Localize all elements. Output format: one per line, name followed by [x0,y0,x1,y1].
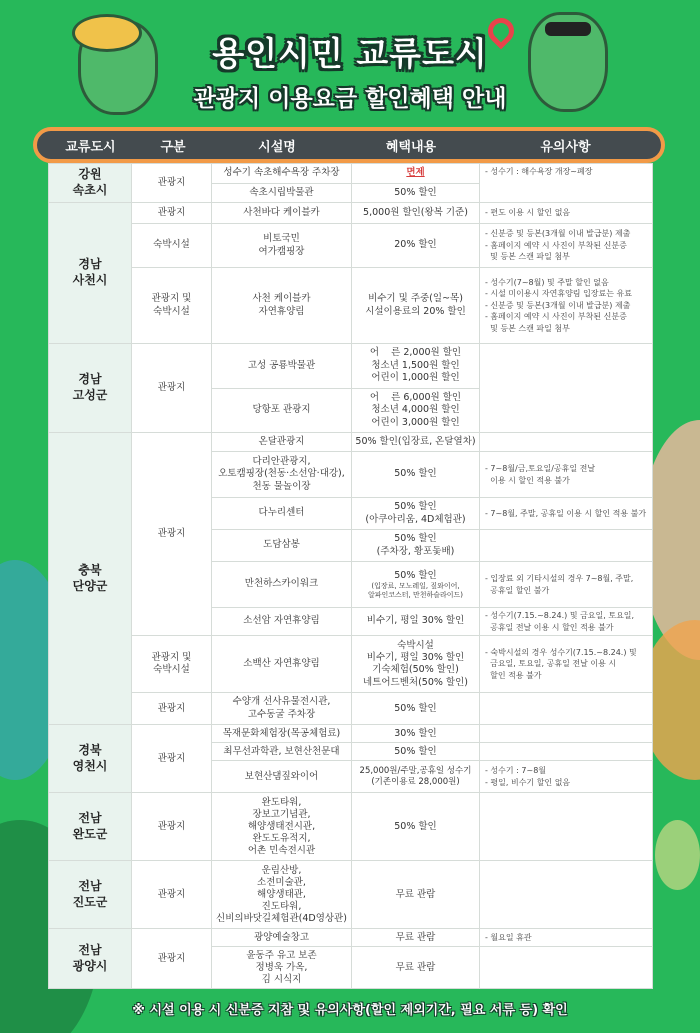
facility-cell: 윤동주 유고 보존 정병욱 가옥, 김 시식지 [212,947,352,989]
note-cell: - 7~8월/금,토요일/공휴일 전날 이용 시 할인 적용 불가 [480,452,653,498]
benefit-cell: 25,000원/주말,공휴일 성수기 (기존이용료 28,000원) [352,761,480,793]
table-row [49,164,653,184]
facility-cell: 성수기 속초해수욕장 주차장 [212,164,352,184]
note-cell: - 신분증 및 등본(3개월 이내 발급분) 제출 - 홈페이지 예약 시 사진이 부착된 신분증 및 등본 스캔 파일 첨부 [480,224,653,268]
facility-cell: 온달관광지 [212,433,352,452]
type-cell: 관광지 [132,793,212,861]
table-row [49,793,653,861]
benefit-cell: 어 른 6,000원 할인 청소년 4,000원 할인 어린이 3,000원 할인 [352,389,480,433]
facility-cell: 최무선과학관, 보현산천문대 [212,743,352,761]
table-row [49,693,653,725]
table-row [49,929,653,947]
facility-cell: 다리안관광지, 오토캠핑장(천동·소선암·대강), 천동 물놀이장 [212,452,352,498]
note-cell: - 숙박시설의 경우 성수기(7.15.~8.24.) 및 금요일, 토요일, 공휴일 전날 이용 시 할인 적용 불가 [480,636,653,693]
benefit-cell: 숙박시설 비수기, 평일 30% 할인 기숙체험(50% 할인) 네트어드벤처(50% 할인) [352,636,480,693]
facility-cell: 당항포 관광지 [212,389,352,433]
benefit-cell: 무료 관람 [352,947,480,989]
note-cell: - 7~8월, 주말, 공휴일 이용 시 할인 적용 불가 [480,498,653,530]
type-cell: 관광지 [132,861,212,929]
benefit-cell: 50% 할인 [352,452,480,498]
header-benefit: 혜택내용 [385,139,437,155]
benefit-cell: 50% 할인 [352,793,480,861]
benefit-cell: 50% 할인(입장료, 온달열차) [352,433,480,452]
benefit-cell: 50% 할인 (아쿠아리움, 4D체험관) [352,498,480,530]
table-row [49,268,653,344]
benefit-cell: 50% 할인 (주차장, 황포돛배) [352,530,480,562]
note-cell [480,693,653,725]
facility-cell: 도담삼봉 [212,530,352,562]
type-cell: 관광지 [132,725,212,793]
note-cell: - 성수기(7~8월) 및 주말 할인 없음 - 시설 미이용시 자연휴양림 입장료는 유료 - 신분증 및 등본(3개월 이내 발급분) 제출 - 홈페이지 예약 시 사진이 부착된 신분증 및 등본 스캔 파일 첨부 [480,268,653,344]
table-row [49,861,653,929]
page-title: 용인시민 교류도시 [212,34,488,73]
benefit-cell: 어 른 2,000원 할인 청소년 1,500원 할인 어린이 1,000원 할인 [352,344,480,389]
facility-cell: 완도타워, 장보고기념관, 해양생태전시관, 완도도유적지, 어촌 민속전시관 [212,793,352,861]
city-cell: 경남 고성군 [49,344,132,433]
type-cell: 관광지 및 숙박시설 [132,268,212,344]
table-row [49,344,653,389]
benefit-cell [352,562,480,608]
highlight-badge: 면제 [406,167,425,179]
city-cell: 경남 사천시 [49,203,132,344]
type-cell: 관광지 [132,929,212,989]
facility-cell: 고성 공룡박물관 [212,344,352,389]
benefit-cell: 5,000원 할인(왕복 기준) [352,203,480,224]
table-row [49,224,653,268]
note-cell [480,344,653,433]
benefit-detail: (입장료, 모노레일, 짚와이어, 알파인코스터, 만천하슬라이드) [367,582,464,599]
facility-cell: 운림산방, 소전미술관, 해양생태관, 진도타워, 신비의바닷길체험관(4D영상관) [212,861,352,929]
table-row [49,203,653,224]
note-cell [480,433,653,452]
note-cell: - 성수기 : 해수욕장 개장~폐장 [480,164,653,203]
note-cell: - 성수기(7.15.~8.24.) 및 금요일, 토요일, 공휴일 전날 이용 시 할인 적용 불가 [480,608,653,636]
benefit-cell: 50% 할인 [352,743,480,761]
type-cell: 숙박시설 [132,224,212,268]
facility-cell: 목재문화체험장(목공체험료) [212,725,352,743]
facility-cell: 사천바다 케이블카 [212,203,352,224]
benefit-cell: 비수기, 평일 30% 할인 [352,608,480,636]
type-cell: 관광지 [132,164,212,203]
benefit-cell: 50% 할인 [352,184,480,203]
page-subtitle: 관광지 이용요금 할인혜택 안내 [193,86,507,112]
note-cell: - 편도 이용 시 할인 없음 [480,203,653,224]
note-cell [480,725,653,743]
note-cell: - 입장료 외 기타시설의 경우 7~8월, 주말, 공휴일 할인 불가 [480,562,653,608]
bg-tree-right [655,820,700,890]
city-cell: 전남 광양시 [49,929,132,989]
benefit-cell [352,164,480,184]
note-cell [480,793,653,861]
note-cell [480,743,653,761]
facility-cell: 비토국민 여가캠핑장 [212,224,352,268]
facility-cell: 속초시립박물관 [212,184,352,203]
header-notes: 유의사항 [540,139,591,155]
facility-cell: 보현산댐짚와이어 [212,761,352,793]
header-type: 구분 [160,139,186,155]
type-cell: 관광지 [132,433,212,636]
table-row [49,433,653,452]
facility-cell: 광양예술창고 [212,929,352,947]
footer-notice: ※ 시설 이용 시 신분증 지참 및 유의사항(할인 제외기간, 필요 서류 등) 확인 [132,1003,568,1018]
type-cell: 관광지 및 숙박시설 [132,636,212,693]
note-cell [480,947,653,989]
note-cell [480,530,653,562]
city-cell: 충북 단양군 [49,433,132,725]
city-cell: 강원 속초시 [49,164,132,203]
note-cell [480,861,653,929]
table-row [49,725,653,743]
benefit-cell: 비수기 및 주중(일~목) 시설이용료의 20% 할인 [352,268,480,344]
type-cell: 관광지 [132,344,212,433]
note-cell: - 월요일 휴관 [480,929,653,947]
table-row [49,636,653,693]
facility-cell: 소선암 자연휴양림 [212,608,352,636]
city-cell: 경북 영천시 [49,725,132,793]
benefit-cell: 20% 할인 [352,224,480,268]
benefit-text: 50% 할인 [394,569,437,581]
type-cell: 관광지 [132,203,212,224]
header-city: 교류도시 [65,139,116,155]
facility-cell: 다누리센터 [212,498,352,530]
note-cell: - 성수기 : 7~8월 - 평일, 비수기 할인 없음 [480,761,653,793]
city-cell: 전남 완도군 [49,793,132,861]
city-cell: 전남 진도군 [49,861,132,929]
facility-cell: 사천 케이블카 자연휴양림 [212,268,352,344]
benefit-cell: 50% 할인 [352,693,480,725]
benefit-cell: 무료 관람 [352,929,480,947]
benefit-table [48,163,652,989]
benefit-cell: 무료 관람 [352,861,480,929]
type-cell: 관광지 [132,693,212,725]
table-header [33,127,665,163]
facility-cell: 수양개 선사유물전시관, 고수동굴 주차장 [212,693,352,725]
facility-cell: 소백산 자연휴양림 [212,636,352,693]
benefit-cell: 30% 할인 [352,725,480,743]
facility-cell: 만천하스카이워크 [212,562,352,608]
header-facility: 시설명 [258,139,296,155]
